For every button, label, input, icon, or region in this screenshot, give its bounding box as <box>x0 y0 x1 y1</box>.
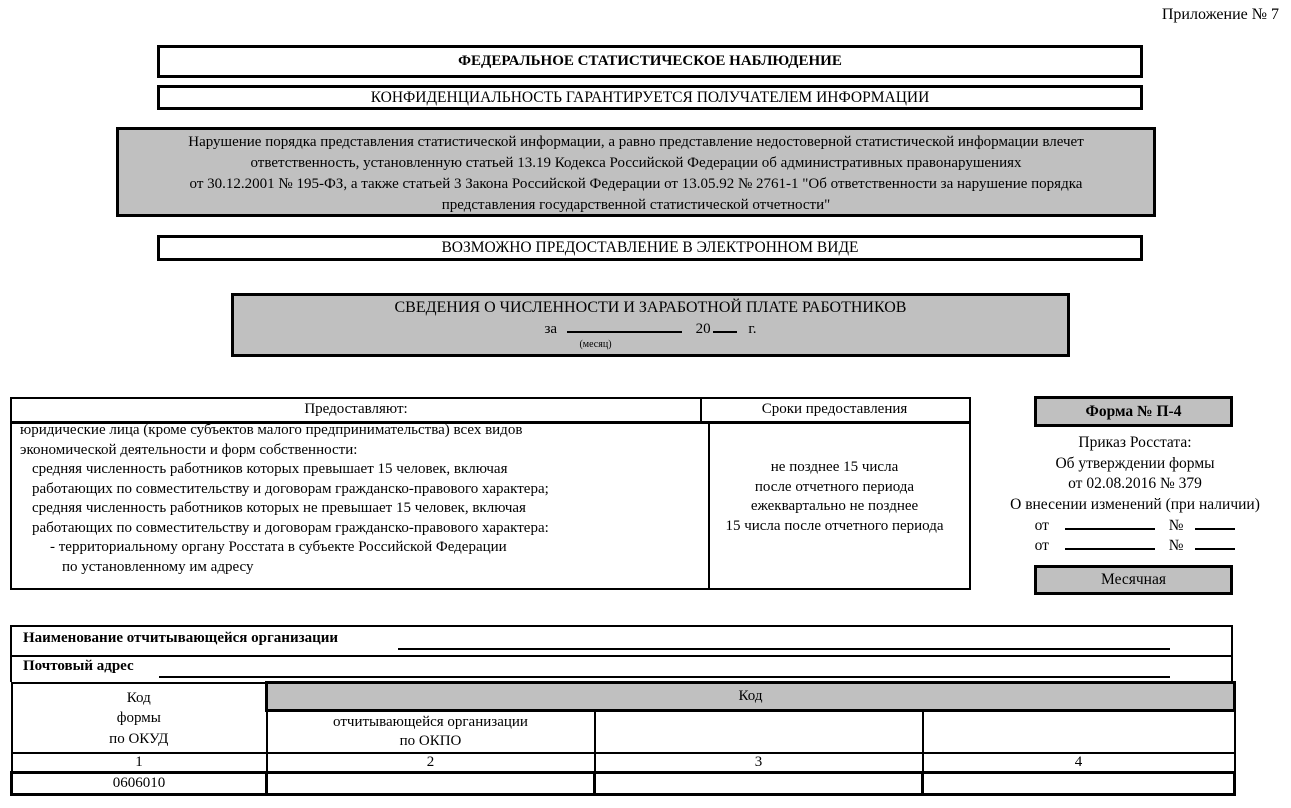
form-number-box: Форма № П-4 <box>1034 396 1233 427</box>
okud-header-line: Код <box>126 689 151 706</box>
month-caption: (месяц) <box>579 339 612 350</box>
report-title: СВЕДЕНИЯ О ЧИСЛЕННОСТИ И ЗАРАБОТНОЙ ПЛАТЕ РАБОТНИКОВ <box>394 299 907 316</box>
deadline-line: не позднее 15 числа <box>770 459 899 475</box>
report-period <box>234 317 1067 339</box>
legal-warning-box <box>116 127 1156 217</box>
amendment-number-field[interactable] <box>1195 515 1235 530</box>
amendment-row <box>995 515 1275 535</box>
column-number: 2 <box>267 753 595 773</box>
col3-header <box>595 711 923 753</box>
code-cell-3[interactable] <box>595 773 923 795</box>
warning-line: Нарушение порядка представления статистической информации, а равно представление недостоверной статистической информации влечет <box>188 134 1084 150</box>
code-header: Код <box>267 683 1235 711</box>
amendment-date-field[interactable] <box>1065 535 1155 550</box>
appendix-label: Приложение № 7 <box>1161 6 1279 23</box>
okpo-header-line: отчитывающейся организации <box>333 714 528 730</box>
provider-line: средняя численность работников которых превышает 15 человек, включая <box>32 461 508 477</box>
deadlines-cell <box>700 421 969 588</box>
code-cell-4[interactable] <box>923 773 1235 795</box>
order-line: О внесении изменений (при наличии) <box>1010 495 1260 513</box>
warning-line: от 30.12.2001 № 195-ФЗ, а также статьей 3 Закона Российской Федерации от 13.05.92 № 2761-1 "Об ответственности за нарушение порядка <box>189 176 1083 192</box>
deadline-line: после отчетного периода <box>754 478 915 495</box>
postal-address-field[interactable] <box>159 676 1170 678</box>
organization-name-label: Наименование отчитывающейся организации <box>23 630 339 646</box>
confidentiality-banner: КОНФИДЕНЦИАЛЬНОСТЬ ГАРАНТИРУЕТСЯ ПОЛУЧАТЕЛЕМ ИНФОРМАЦИИ <box>157 85 1143 110</box>
provider-line: юридические лица (кроме субъектов малого предпринимательства) всех видов <box>20 422 523 438</box>
report-title-box <box>231 293 1070 357</box>
column-number: 4 <box>923 753 1235 773</box>
warning-line: ответственность, установленную статьей 13.19 Кодекса Российской Федерации об административных правонарушениях <box>250 155 1022 171</box>
year-prefix: 20 <box>695 321 711 337</box>
postal-address-label: Почтовый адрес <box>23 658 134 674</box>
for-label: за <box>544 321 558 337</box>
codes-table <box>10 681 1233 800</box>
provider-line: - территориальному органу Росстата в субъекте Российской Федерации <box>50 539 507 555</box>
order-info <box>995 433 1275 555</box>
providers-header: Предоставляют: <box>12 399 702 424</box>
provider-line: экономической деятельности и форм собственности: <box>20 441 358 458</box>
provider-line: работающих по совместительству и договорам гражданско-правового характера: <box>32 519 549 536</box>
okud-header-line: формы <box>116 710 161 726</box>
providers-table <box>10 397 971 590</box>
warning-line: представления государственной статистической отчетности" <box>441 197 831 213</box>
order-line: от 02.08.2016 № 379 <box>1068 475 1202 492</box>
from-label: от <box>1034 537 1049 554</box>
organization-table <box>10 625 1233 682</box>
okpo-header-line: по ОКПО <box>399 733 462 749</box>
organization-name-row <box>12 627 1231 657</box>
okpo-code-cell[interactable] <box>267 773 595 795</box>
okud-header <box>12 683 267 753</box>
organization-name-field[interactable] <box>398 648 1170 650</box>
order-line: Приказ Росстата: <box>1078 434 1192 451</box>
okpo-header <box>267 711 595 753</box>
number-label: № <box>1168 537 1184 554</box>
deadline-line: 15 числа после отчетного периода <box>725 517 944 534</box>
from-label: от <box>1034 517 1049 534</box>
number-label: № <box>1168 517 1184 534</box>
amendment-row <box>995 535 1275 555</box>
year-field[interactable] <box>713 317 737 333</box>
deadlines-header: Сроки предоставления <box>700 399 969 424</box>
okud-header-line: по ОКУД <box>109 730 169 747</box>
electronic-submission-banner: ВОЗМОЖНО ПРЕДОСТАВЛЕНИЕ В ЭЛЕКТРОННОМ ВИДЕ <box>157 235 1143 261</box>
col4-header <box>923 711 1235 753</box>
month-field[interactable] <box>567 317 682 333</box>
order-line: Об утверждении формы <box>1055 454 1215 472</box>
column-number: 1 <box>12 753 267 773</box>
providers-cell <box>12 421 710 588</box>
column-number: 3 <box>595 753 923 773</box>
amendment-date-field[interactable] <box>1065 515 1155 530</box>
provider-line: по установленному им адресу <box>62 558 254 575</box>
postal-address-row <box>12 655 1231 683</box>
provider-line: средняя численность работников которых не превышает 15 человек, включая <box>32 500 526 516</box>
provider-line: работающих по совместительству и договорам гражданско-правового характера; <box>32 480 549 497</box>
okud-code-cell: 0606010 <box>12 773 267 795</box>
amendment-number-field[interactable] <box>1195 535 1235 550</box>
periodicity-box: Месячная <box>1034 565 1233 595</box>
year-suffix: г. <box>748 321 757 337</box>
federal-observation-banner: ФЕДЕРАЛЬНОЕ СТАТИСТИЧЕСКОЕ НАБЛЮДЕНИЕ <box>157 45 1143 78</box>
deadline-line: ежеквартально не позднее <box>750 498 919 514</box>
